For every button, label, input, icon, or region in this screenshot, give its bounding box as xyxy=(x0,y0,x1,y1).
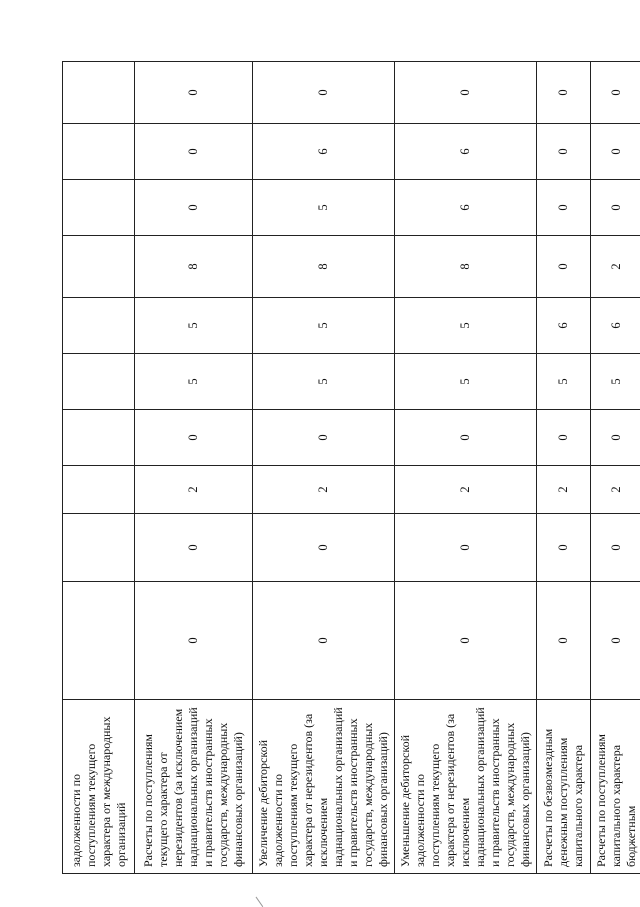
table-row xyxy=(253,62,395,874)
value-cell xyxy=(63,236,135,298)
value-cell: 0 xyxy=(135,514,253,582)
value-cell: 6 xyxy=(253,124,395,180)
value-cell: 5 xyxy=(395,354,537,410)
value-cell: 0 xyxy=(135,582,253,700)
value-cell: 6 xyxy=(537,298,591,354)
value-cell: 0 xyxy=(537,582,591,700)
value-cell: 2 xyxy=(591,466,640,514)
value-cell: 0 xyxy=(135,124,253,180)
value-cell: 2 xyxy=(395,466,537,514)
value-cell: 0 xyxy=(537,62,591,124)
value-cell: 0 xyxy=(537,124,591,180)
value-cell xyxy=(63,354,135,410)
value-cell xyxy=(63,298,135,354)
value-cell: 0 xyxy=(253,62,395,124)
row-label: Расчеты по поступлениям капитального характера бюджетным xyxy=(591,700,640,874)
table-row xyxy=(63,62,135,874)
value-cell xyxy=(63,124,135,180)
value-cell xyxy=(63,514,135,582)
value-cell: 8 xyxy=(395,236,537,298)
row-label: Расчеты по поступлениям текущего характера от нерезидентов (за исключением наднациональных организаций и правительств иностранных государств, международных финансовых организаций) xyxy=(135,700,253,874)
value-cell: 2 xyxy=(253,466,395,514)
table-row xyxy=(591,62,640,874)
value-cell: 5 xyxy=(253,298,395,354)
value-cell: 5 xyxy=(253,354,395,410)
value-cell: 5 xyxy=(591,354,640,410)
row-label: Расчеты по безвозмездным денежным поступлениям капитального характера xyxy=(537,700,591,874)
value-cell: 0 xyxy=(395,514,537,582)
value-cell: 0 xyxy=(395,62,537,124)
row-label: задолженности по поступлениям текущего характера от международных организаций xyxy=(63,700,135,874)
value-cell xyxy=(63,582,135,700)
value-cell: 0 xyxy=(591,410,640,466)
value-cell: 0 xyxy=(591,62,640,124)
value-cell: 0 xyxy=(135,62,253,124)
value-cell: 0 xyxy=(135,180,253,236)
value-cell: 0 xyxy=(135,410,253,466)
document-table xyxy=(62,61,640,874)
value-cell: 6 xyxy=(395,180,537,236)
value-cell: 2 xyxy=(591,236,640,298)
value-cell: 0 xyxy=(253,514,395,582)
value-cell: 0 xyxy=(591,582,640,700)
value-cell: 5 xyxy=(537,354,591,410)
value-cell: 5 xyxy=(135,354,253,410)
value-cell: 2 xyxy=(135,466,253,514)
value-cell xyxy=(63,62,135,124)
value-cell: 0 xyxy=(591,124,640,180)
value-cell: 0 xyxy=(591,514,640,582)
value-cell: 5 xyxy=(253,180,395,236)
value-cell: 6 xyxy=(395,124,537,180)
row-label: Увеличение дебиторской задолженности по поступлениям текущего характера от нерезидентов (за исключением наднациональных организаций и правительств иностранных государств, международных финансовых организаций) xyxy=(253,700,395,874)
value-cell: 8 xyxy=(253,236,395,298)
value-cell xyxy=(63,466,135,514)
value-cell: 8 xyxy=(135,236,253,298)
value-cell: 5 xyxy=(135,298,253,354)
value-cell: 0 xyxy=(395,410,537,466)
value-cell xyxy=(63,410,135,466)
table-body xyxy=(63,62,640,874)
value-cell: 5 xyxy=(395,298,537,354)
table-row xyxy=(395,62,537,874)
value-cell: 0 xyxy=(253,410,395,466)
value-cell: 0 xyxy=(537,236,591,298)
value-cell: 6 xyxy=(591,298,640,354)
value-cell: 2 xyxy=(537,466,591,514)
scanned-page xyxy=(62,62,594,874)
value-cell: 0 xyxy=(537,410,591,466)
value-cell: 0 xyxy=(591,180,640,236)
value-cell: 0 xyxy=(395,582,537,700)
value-cell xyxy=(63,180,135,236)
table-row xyxy=(537,62,591,874)
value-cell: 0 xyxy=(537,180,591,236)
table-row xyxy=(135,62,253,874)
value-cell: 0 xyxy=(537,514,591,582)
row-label: Уменьшение дебиторской задолженности по поступлениям текущего характера от нерезидентов (за исключением наднациональных организаций и правительств иностранных государств, международных финансовых организаций) xyxy=(395,700,537,874)
value-cell: 0 xyxy=(253,582,395,700)
rotated-table-container xyxy=(62,62,594,874)
